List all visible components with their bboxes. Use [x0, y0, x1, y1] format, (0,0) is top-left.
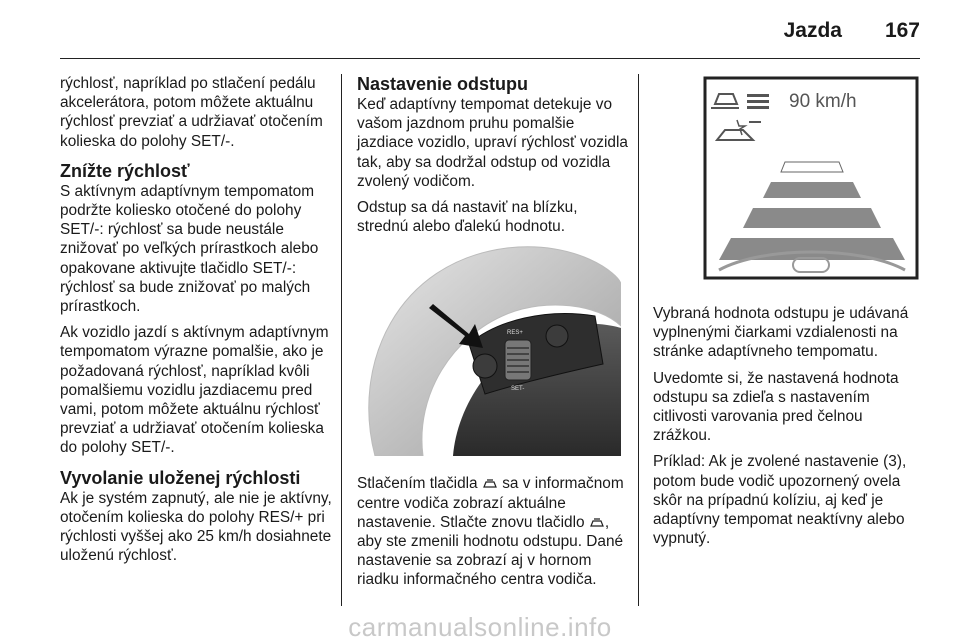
paragraph-part: Stlačením tlačidla	[357, 475, 478, 493]
column-middle	[357, 74, 629, 597]
car-gap-icon	[589, 515, 605, 529]
driver-info-display-figure	[653, 74, 919, 284]
res-label: RES+	[507, 330, 523, 337]
page-header	[0, 0, 960, 60]
paragraph: Keď adaptívny tempomat detekuje vo vašom jazdnom pruhu pomalšie jazdiace vozidlo, upraví rýchlosť vozidla tak, aby sa dodržal odstup od vozidla zvolený vodičom.	[357, 96, 628, 190]
gap-bars-icon	[747, 94, 769, 109]
car-gap-icon	[482, 476, 498, 490]
column-divider	[638, 74, 639, 606]
paragraph: S aktívnym adaptívnym tempomatom podržte koliesko otočené do polohy SET/-: rýchlosť sa bude neustále znižovať po veľkých prírastkoch alebo opakovane aktivujte tlačidlo SET/-: rýchlosť sa bude znižovať po malých prírastkoch.	[60, 182, 319, 316]
paragraph: Príklad: Ak je zvolené nastavenie (3), potom bude vodič upozornený ovela skôr na prípadnú kolíziu, aj keď je adaptívny tempomat neaktívny alebo vypnutý.	[653, 453, 907, 548]
paragraph-part: sa v informačnom centre vodiča zobrazí aktuálne nastavenie. Stlačte znovu tlačidlo	[357, 475, 624, 531]
watermark: carmanualsonline.info	[348, 612, 612, 642]
paragraph: Ak vozidlo jazdí s aktívnym adaptívnym tempomatom výrazne pomalšie, ako je požadovaná rýchlosť, napríklad kvôli pomalšiemu vozidlu jazdiacemu pred vami, potom môžete aktuálnu rýchlosť prevziať a udržiavať otočením kolieska do polohy SET/-.	[60, 324, 329, 457]
paragraph: Odstup sa dá nastaviť na blízku, strednú alebo ďalekú hodnotu.	[357, 199, 578, 236]
steering-wheel-figure	[357, 244, 621, 456]
paragraph	[357, 474, 629, 589]
paragraph: Uvedomte si, že nastavená hodnota odstupu sa zdieľa s nastavením citlivosti varovania pred čelnou zrážkou.	[653, 369, 899, 445]
column-divider	[341, 74, 342, 606]
set-label: SET-	[511, 386, 525, 393]
column-right	[653, 74, 925, 555]
page-number: 167	[884, 19, 920, 42]
section-heading: Znížte rýchlosť	[60, 160, 190, 181]
header-rule	[60, 58, 920, 59]
section-heading: Nastavenie odstupu	[357, 74, 529, 94]
section-heading: Vyvolanie uloženej rýchlosti	[60, 467, 301, 488]
paragraph: Vybraná hodnota odstupu je udávaná vyplnenými čiarkami vzdialenosti na stránke adaptívneho tempomatu.	[653, 305, 909, 361]
paragraph: rýchlosť, napríklad po stlačení pedálu akcelerátora, potom môžete aktuálnu rýchlosť prevziať a udržiavať otočením kolieska do polohy SET/-.	[60, 75, 323, 150]
page-title: Jazda	[783, 19, 842, 42]
set-speed-readout: 90 km/h	[789, 91, 857, 112]
paragraph-part: , aby ste zmenili hodnotu odstupu. Dané nastavenie sa zobrazí aj v hornom riadku informačného centra vodiča.	[357, 513, 624, 589]
paragraph: Ak je systém zapnutý, ale nie je aktívny, otočením kolieska do polohy RES/+ pri rýchlosti vyššej ako 25 km/h dosiahnete uloženú rýchlosť.	[60, 489, 332, 565]
column-left	[60, 74, 332, 572]
